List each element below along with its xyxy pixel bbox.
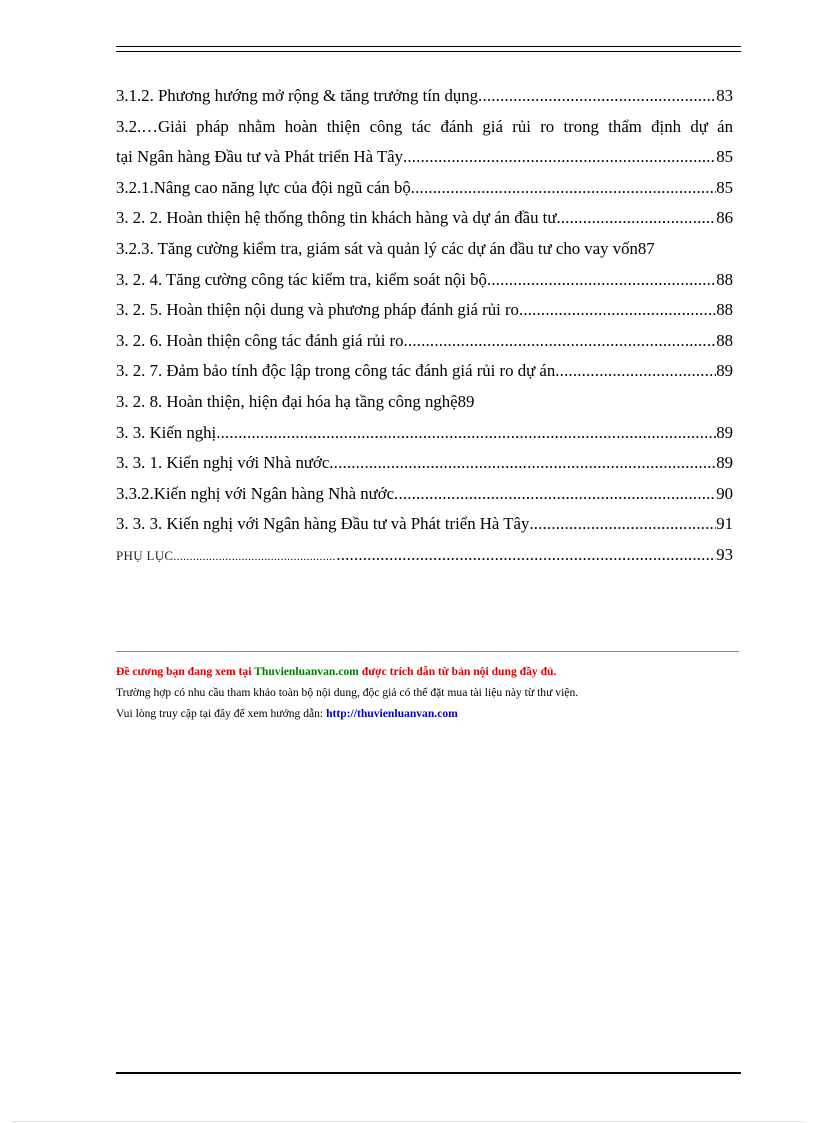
- toc-entry-line2[interactable]: [116, 142, 733, 173]
- toc-entry[interactable]: [116, 265, 733, 296]
- toc-page-number: 89: [716, 422, 733, 442]
- toc-entry-text: tại Ngân hàng Đầu tư và Phát triển Hà Tây: [116, 147, 403, 167]
- page-edge: [12, 1121, 804, 1122]
- toc-leader: [556, 203, 716, 234]
- toc-entry-text: PHỤ LỤC: [116, 547, 174, 563]
- toc-entry-text: 3.2.1.Nâng cao năng lực của đội ngũ cán bộ: [116, 177, 411, 197]
- header-double-rule: [116, 46, 741, 52]
- toc-entry[interactable]: [116, 356, 733, 387]
- toc-entry[interactable]: [116, 509, 733, 540]
- footer-rule: [116, 1072, 741, 1074]
- toc-page-number: 88: [716, 269, 733, 289]
- toc-entry-text: 3. 2. 6. Hoàn thiện công tác đánh giá rủi ro: [116, 330, 404, 350]
- toc-entry-text: 3. 2. 5. Hoàn thiện nội dung và phương pháp đánh giá rủi ro: [116, 300, 519, 320]
- toc-entry-appendix[interactable]: [116, 540, 733, 571]
- toc-entry[interactable]: [116, 234, 733, 265]
- toc-page-number: 85: [716, 177, 733, 197]
- toc-entry-text: 3. 3. 3. Kiến nghị với Ngân hàng Đầu tư và Phát triển Hà Tây: [116, 514, 530, 534]
- toc-entry-text: 3. 2. 2. Hoàn thiện hệ thống thông tin khách hàng và dự án đầu tư: [116, 208, 557, 228]
- toc-page-number: 83: [716, 86, 733, 105]
- toc-entry[interactable]: [116, 387, 733, 418]
- toc-entry[interactable]: [116, 326, 733, 357]
- toc-entry-text: 3.2.3. Tăng cường kiểm tra, giám sát và quản lý các dự án đầu tư cho vay vốn87: [116, 238, 655, 258]
- toc-leader: [336, 540, 716, 571]
- toc-leader: [173, 542, 336, 571]
- toc-leader: [403, 142, 716, 173]
- toc-page-number: 93: [716, 544, 733, 564]
- toc-leader: [404, 326, 717, 357]
- toc-leader: [411, 173, 716, 204]
- toc-leader: [329, 448, 716, 479]
- toc-entry[interactable]: [116, 81, 733, 112]
- toc-entry-line1[interactable]: [116, 112, 733, 143]
- toc-leader: [216, 418, 716, 449]
- site-name: Thuvienluanvan.com: [254, 665, 359, 678]
- site-link[interactable]: http://thuvienluanvan.com: [326, 707, 458, 720]
- toc-leader: [519, 295, 716, 326]
- toc-leader: [487, 265, 716, 296]
- toc-page-number: 90: [716, 483, 733, 503]
- toc-entry-text: 3.2.…Giải pháp nhằm hoàn thiện công tác đánh giá rủi ro trong thẩm định dự án: [116, 116, 733, 136]
- table-of-contents: [116, 81, 733, 571]
- toc-entry-text: 3.1.2. Phương hướng mở rộng & tăng trưởng tín dụng: [116, 86, 479, 105]
- toc-entry[interactable]: [116, 479, 733, 510]
- toc-entry-text: 3.3.2.Kiến nghị với Ngân hàng Nhà nước: [116, 483, 395, 503]
- toc-leader: [394, 479, 716, 510]
- toc-page-number: 91: [716, 514, 733, 534]
- toc-page-number: 88: [716, 330, 733, 350]
- notice-line-3: Vui lòng truy cập tại đây để xem hướng dẫn: http://thuvienluanvan.com: [116, 707, 458, 720]
- toc-entry-text: 3. 3. Kiến nghị: [116, 422, 217, 442]
- toc-page-number: 85: [716, 147, 733, 167]
- toc-page-number: 89: [716, 361, 733, 381]
- toc-entry[interactable]: [116, 295, 733, 326]
- toc-entry-text: 3. 2. 8. Hoàn thiện, hiện đại hóa hạ tầng công nghệ89: [116, 391, 475, 411]
- section-divider: [116, 651, 739, 652]
- toc-entry-text: 3. 2. 4. Tăng cường công tác kiểm tra, kiểm soát nội bộ: [116, 269, 487, 289]
- toc-entry[interactable]: [116, 173, 733, 204]
- notice-line-2: Trường hợp có nhu cầu tham khảo toàn bộ nội dung, độc giả có thể đặt mua tài liệu này từ thư viện.: [116, 686, 579, 699]
- toc-entry[interactable]: [116, 448, 733, 479]
- toc-leader: [529, 509, 716, 540]
- source-notice: [116, 661, 741, 724]
- toc-entry-text: 3. 2. 7. Đảm bảo tính độc lập trong công tác đánh giá rủi ro dự án: [116, 361, 556, 381]
- toc-page-number: 88: [716, 300, 733, 320]
- toc-page-number: 86: [716, 208, 733, 228]
- notice-line-1: Đề cương bạn đang xem tại Thuvienluanvan.com được trích dẫn từ bản nội dung đầy đủ.: [116, 665, 557, 678]
- toc-entry-text: 3. 3. 1. Kiến nghị với Nhà nước: [116, 453, 330, 473]
- toc-entry[interactable]: [116, 203, 733, 234]
- toc-page-number: 89: [716, 453, 733, 473]
- toc-leader: [555, 356, 716, 387]
- toc-entry[interactable]: [116, 418, 733, 449]
- toc-leader: [478, 81, 716, 112]
